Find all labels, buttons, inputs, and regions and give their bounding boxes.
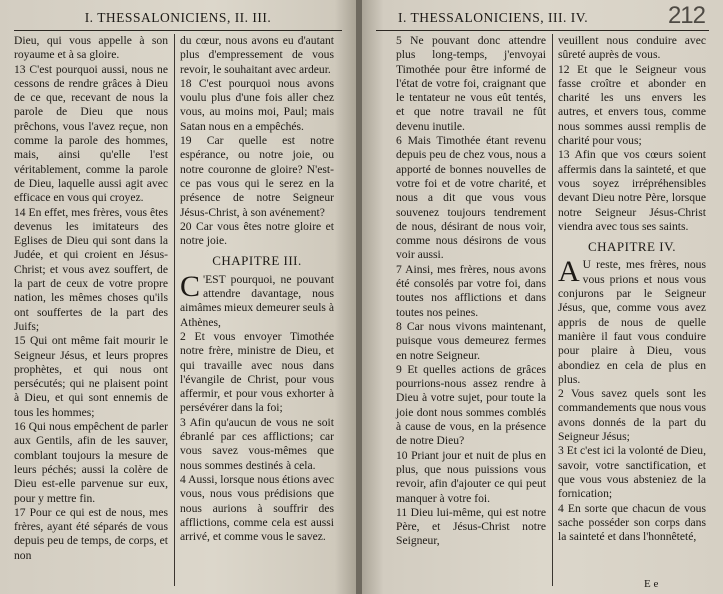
verse: 2 Vous savez quels sont les commandements que nous vous avons donnés de la part du Seigneur Jésus;	[558, 387, 706, 444]
verse: 7 Ainsi, mes frères, nous avons été consolés par votre foi, dans toutes nos afflictions et dans toutes nos peines.	[396, 262, 546, 319]
verse: 9 Et quelles actions de grâces pourrions-nous assez rendre à Dieu à votre sujet, pour toute la joie dont nous sommes comblés à cause de vous, en la présence de notre Dieu?	[396, 362, 546, 448]
verse: du cœur, nous avons eu d'autant plus d'empressement de vous revoir, le souhaitant avec ardeur.	[180, 34, 334, 76]
verse: 10 Priant jour et nuit de plus en plus, que nous puissions vous revoir, afin d'ajouter ce qui peut manquer à votre foi.	[396, 448, 546, 505]
verse: 15 Qui ont même fait mourir le Seigneur Jésus, et leurs propres prophètes, et qui nous ont persécutés; qui ne plaisent point à Dieu, et qui sont ennemis de tous les hommes;	[14, 334, 168, 419]
chapter-heading: CHAPITRE IV.	[587, 239, 677, 255]
verse	[180, 269, 334, 330]
drop-cap: A	[558, 255, 580, 289]
verse: 14 En effet, mes frères, vous êtes devenus les imitateurs des Eglises de Dieu qui sont dans la Judée, et qui croient en Jésus-Christ; et vous avez souffert, de la part de ceux de votre propre nation, les mêmes choses qu'ils ont souffertes de la part des Juifs;	[14, 205, 168, 333]
verse: 3 Afin qu'aucun de vous ne soit ébranlé par ces afflictions; car vous savez vous-mêmes que nous sommes destinés à cela.	[180, 415, 334, 472]
drop-cap: C	[180, 269, 201, 303]
right-header-rule	[376, 30, 709, 31]
verse	[558, 255, 706, 387]
verse: 6 Mais Timothée étant revenu depuis peu de chez vous, nous a apporté de bonnes nouvelles de votre foi et de votre charité, et nous a dit que vous vous souvenez toujours tendrement de nous, désirant de nous voir, comme nous désirons de vous voir aussi.	[396, 134, 546, 262]
verse-text: 'EST pourquoi, ne pouvant attendre davantage, nous aimâmes mieux demeurer seuls à Athènes,	[180, 272, 334, 329]
verse: 2 Et vous envoyer Timothée notre frère, ministre de Dieu, et qui travaille avec nous dans l'évangile de Christ, pour vous affermir, et pour vous exhorter à persévérer dans la foi;	[180, 329, 334, 415]
verse: 13 Afin que vos cœurs soient affermis dans la sainteté, et que vous soyez irrépréhensibles devant Dieu notre Père, lorsque notre Seigneur Jésus-Christ viendra avec tous ses saints.	[558, 148, 706, 233]
verse-text: U reste, mes frères, nous vous prions et nous vous conjurons par le Seigneur Jésus, que, comme vous avez appris de nous de quelle manière il faut vous conduire pour plaire à Dieu, vous abondiez en cela de plus en plus.	[558, 258, 706, 386]
verse: 16 Qui nous empêchent de parler aux Gentils, afin de les sauver, comblant toujours la mesure de leurs péchés; aussi la colère de Dieu est-elle parvenue sur eux, pour y mettre fin.	[14, 420, 168, 505]
verse: 3 Et c'est ici la volonté de Dieu, savoir, votre sanctification, et que vous vous absteniez de la fornication;	[558, 444, 706, 501]
verse: 13 C'est pourquoi aussi, nous ne cessons de rendre grâces à Dieu de ce que, recevant de nous la parole de Dieu que nous prêchons, vous l'avez reçue, non comme la parole des hommes, mais, ainsi qu'elle l'est véritablement, comme la parole de Dieu, laquelle aussi agit avec efficace en vous qui croyez.	[14, 62, 168, 205]
verse: veuillent nous conduire avec sûreté auprès de vous.	[558, 34, 706, 62]
left-page-header: I. THESSALONICIENS, II. III.	[84, 10, 272, 25]
verse: 12 Et que le Seigneur vous fasse croître et abonder en charité les uns envers les autres, et envers tous, comme nous sommes aussi remplis de charité pour vous;	[558, 62, 706, 148]
left-header-rule	[14, 30, 342, 31]
verse: Dieu, qui vous appelle à son royaume et à sa gloire.	[14, 34, 168, 62]
verse: 4 En sorte que chacun de vous sache posséder son corps dans la sainteté et dans l'honnêteté,	[558, 501, 706, 544]
verse: 11 Dieu lui-même, qui est notre Père, et Jésus-Christ notre Seigneur,	[396, 505, 546, 548]
verse: 19 Car quelle est notre espérance, ou notre joie, ou notre couronne de gloire? N'est-ce pas vous qui le serez en la présence de notre Seigneur Jésus-Christ, à son avénement?	[180, 134, 334, 219]
verse: 4 Aussi, lorsque nous étions avec vous, nous vous prédisions que nous aurions à souffrir des afflictions, comme cela est aussi arrivé, et comme vous le savez.	[180, 472, 334, 544]
left-column-divider	[174, 34, 175, 586]
handwritten-page-number: 212	[667, 2, 705, 29]
right-page-header: I. THESSALONICIENS, III. IV.	[398, 10, 589, 25]
verse: 5 Ne pouvant donc attendre plus long-temps, j'envoyai Timothée pour être informé de l'état de votre foi, craignant que le tentateur ne vous eût tentés, et que notre travail ne fût devenu inutile.	[396, 34, 546, 133]
verse: 8 Car nous vivons maintenant, puisque vous demeurez fermes en notre Seigneur.	[396, 319, 546, 362]
right-page	[362, 0, 723, 594]
verse: 20 Car vous êtes notre gloire et notre joie.	[180, 219, 334, 248]
right-column-1	[396, 34, 546, 549]
left-page	[0, 0, 356, 594]
right-column-2	[558, 34, 706, 544]
signature-mark: E e	[644, 578, 659, 590]
right-column-divider	[552, 34, 553, 586]
verse: 18 C'est pourquoi nous avons voulu plus d'une fois aller chez vous, au moins moi, Paul; mais Satan nous en a empêchés.	[180, 76, 334, 133]
verse: 17 Pour ce qui est de nous, mes frères, ayant été séparés de vous depuis peu de temps, de corps, et non	[14, 505, 168, 562]
left-column-2	[180, 34, 334, 544]
chapter-heading: CHAPITRE III.	[212, 253, 302, 269]
left-column-1	[14, 34, 168, 563]
